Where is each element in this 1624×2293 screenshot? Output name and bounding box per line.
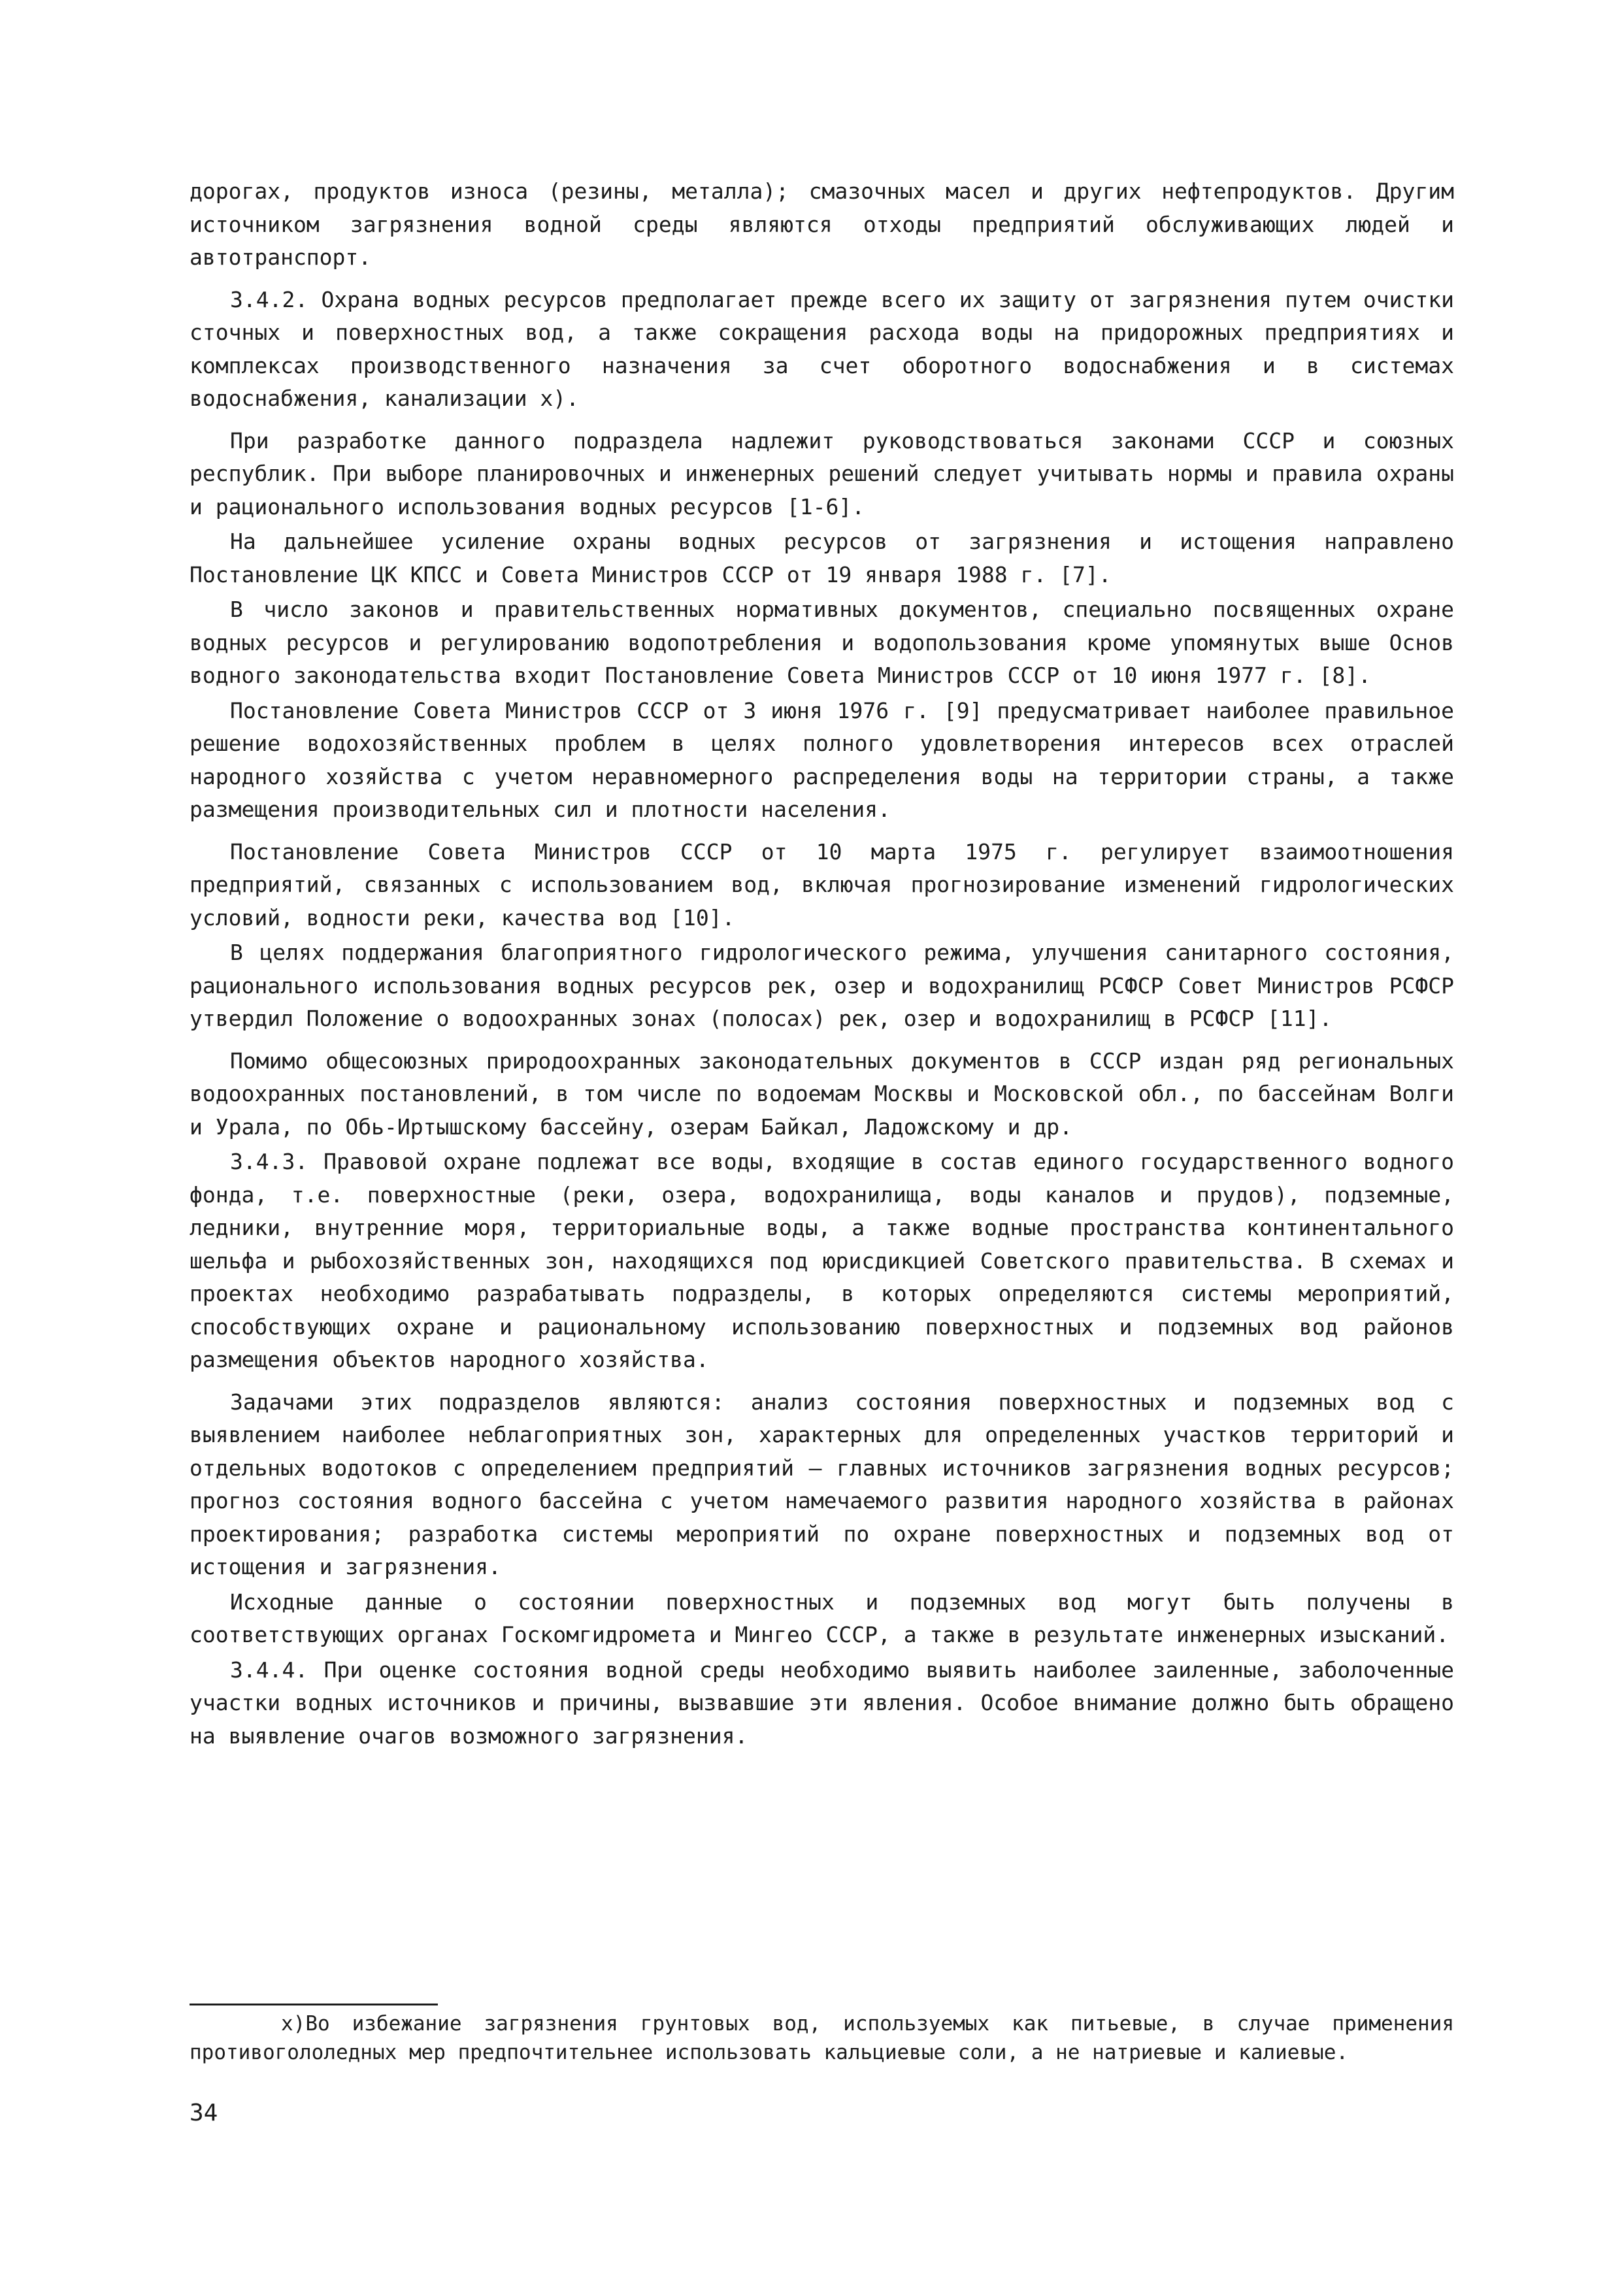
page-number: 34 (190, 2100, 218, 2126)
footnote-text: x)Во избежание загрязнения грунтовых вод, используемых как питьевые, в случае применения противогололедных мер предпочтительнее использовать кальциевые соли, а не натриевые и калиевые. (190, 2012, 1454, 2064)
paragraph-source-data: Исходные данные о состоянии поверхностных и подземных вод могут быть получены в соответствующих органах Госкомгидромета и Мингео СССР, а также в результате инженерных изысканий. (190, 1589, 1454, 1647)
paragraph-tasks: Задачами этих подразделов являются: анализ состояния поверхностных и подземных вод с выявлением наиболее неблагоприятных зон, характерных для определенных участков территорий и отдельных водотоков с определением предприятий – главных источников загрязнения водных ресурсов; прогноз состояния водного бассейна с учетом намечаемого развития народного хозяйства в районах проектирования; разработка системы мероприятий по охране поверхностных и подземных вод от истощения и загрязнения. (190, 1389, 1454, 1579)
paragraph-3-4-2: 3.4.2. Охрана водных ресурсов предполагает прежде всего их защиту от загрязнения путем очистки сточных и поверхностных вод, а также сокращения расхода воды на придорожных предприятиях и комплексах производственного назначения за счет оборотного водоснабжения и в системах водоснабжения, канализации x). (190, 286, 1454, 411)
paragraph-resolution-1975: Постановление Совета Министров СССР от 10 марта 1975 г. регулирует взаимоотношения предприятий, связанных с использованием вод, включая прогнозирование изменений гидрологических условий, водности реки, качества вод [10]. (190, 838, 1454, 931)
paragraph-resolution-1976: Постановление Совета Министров СССР от 3 июня 1976 г. [9] предусматривает наиболее правильное решение водохозяйственных проблем в целях полного удовлетворения интересов всех отраслей народного хозяйства с учетом неравномерного распределения воды на территории страны, а также размещения производительных сил и плотности населения. (190, 697, 1454, 822)
paragraph-3-4-4: 3.4.4. При оценке состояния водной среды необходимо выявить наиболее заиленные, заболоченные участки водных источников и причины, вызвавшие эти явления. Особое внимание должно быть обращено на выявление очагов возможного загрязнения. (190, 1657, 1454, 1749)
paragraph-resolution-1977: В число законов и правительственных нормативных документов, специально посвященных охране водных ресурсов и регулированию водопотребления и водопользования кроме упомянутых выше Основ водного законодательства входит Постановление Совета Министров СССР от 10 июня 1977 г. [8]. (190, 597, 1454, 688)
footnote-divider (190, 2004, 438, 2005)
paragraph-regional-resolutions: Помимо общесоюзных природоохранных законодательных документов в СССР издан ряд региональных водоохранных постановлений, в том числе по водоемам Москвы и Московской обл., по бассейнам Волги и Урала, по Обь-Иртышскому бассейну, озерам Байкал, Ладожскому и др. (190, 1048, 1454, 1140)
paragraph-3-4-3: 3.4.3. Правовой охране подлежат все воды, входящие в состав единого государственного водного фонда, т.е. поверхностные (реки, озера, водохранилища, воды каналов и прудов), подземные, ледники, внутренние моря, территориальные воды, а также водные пространства континентального шельфа и рыбохозяйственных зон, находящихся под юрисдикцией Советского правительства. В схемах и проектах необходимо разрабатывать подразделы, в которых определяются системы мероприятий, способствующих охране и рациональному использованию поверхностных и подземных вод районов размещения объектов народного хозяйства. (190, 1149, 1454, 1372)
paragraph-resolution-1988: На дальнейшее усиление охраны водных ресурсов от загрязнения и истощения направлено Постановление ЦК КПСС и Совета Министров СССР от 19 января 1988 г. [7]. (190, 529, 1454, 587)
paragraph-continuation: дорогах, продуктов износа (резины, металла); смазочных масел и других нефтепродуктов. Другим источником загрязнения водной среды являются отходы предприятий обслуживающих людей и автотранспорт. (190, 178, 1454, 270)
document-body (190, 175, 1454, 1753)
paragraph-laws: При разработке данного подраздела надлежит руководствоваться законами СССР и союзных республик. При выборе планировочных и инженерных решений следует учитывать нормы и правила охраны и рационального использования водных ресурсов [1-6]. (190, 427, 1454, 520)
paragraph-water-protection-zones: В целях поддержания благоприятного гидрологического режима, улучшения санитарного состояния, рационального использования водных ресурсов рек, озер и водохранилищ РСФСР Совет Министров РСФСР утвердил Положение о водоохранных зонах (полосах) рек, озер и водохранилищ в РСФСР [11]. (190, 940, 1454, 1031)
footnote-section (190, 2004, 1454, 2067)
